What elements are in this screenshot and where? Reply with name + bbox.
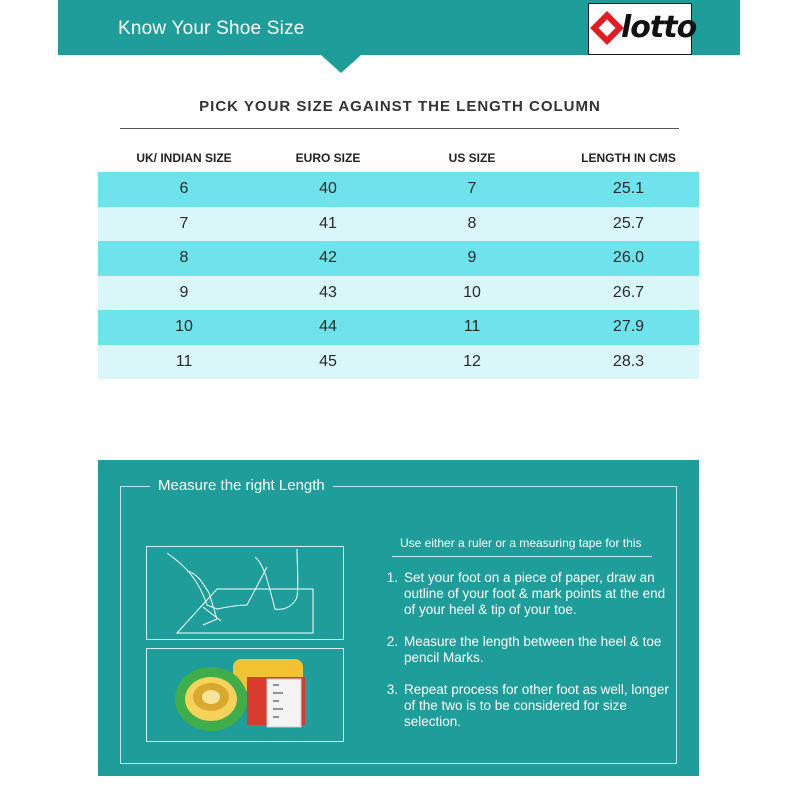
step-number: 3.	[386, 682, 398, 697]
measure-steps	[380, 570, 670, 746]
list-item	[380, 570, 670, 618]
cell-us: 8	[467, 214, 477, 232]
cell-us: 12	[463, 352, 481, 370]
table-row	[98, 207, 699, 242]
measure-panel	[98, 460, 699, 776]
cell-euro: 40	[319, 180, 337, 198]
table-header-row	[98, 144, 699, 172]
list-item	[380, 634, 670, 666]
cell-uk: 11	[175, 352, 193, 370]
table-row	[98, 345, 699, 380]
cell-length: 26.0	[612, 249, 645, 267]
header-us-size: US SIZE	[448, 151, 496, 165]
step-text: Repeat process for other foot as well, longer of the two is to be considered for size selection.	[404, 682, 669, 729]
size-chart-table	[98, 144, 699, 379]
step-number: 1.	[386, 570, 398, 585]
header-banner	[58, 0, 740, 55]
cell-length: 26.7	[612, 283, 645, 301]
lotto-diamond-icon	[590, 11, 624, 45]
intro-divider	[392, 556, 652, 557]
cell-length: 25.1	[612, 180, 645, 198]
header-euro-size: EURO SIZE	[295, 151, 361, 165]
measuring-tape-illustration	[146, 648, 344, 742]
cell-us: 10	[463, 283, 481, 301]
measure-intro: Use either a ruler or a measuring tape for this	[400, 536, 642, 550]
page-title: Know Your Shoe Size	[118, 18, 305, 39]
cell-uk: 8	[179, 249, 189, 267]
cell-length: 28.3	[612, 352, 645, 370]
cell-uk: 6	[179, 180, 189, 198]
table-row	[98, 241, 699, 276]
table-row	[98, 276, 699, 311]
cell-euro: 45	[319, 352, 337, 370]
cell-uk: 7	[179, 214, 189, 232]
step-number: 2.	[386, 634, 398, 649]
table-row	[98, 310, 699, 345]
cell-length: 27.9	[612, 318, 645, 336]
cell-euro: 43	[319, 283, 337, 301]
list-item	[380, 682, 670, 730]
cell-us: 11	[463, 318, 481, 336]
cell-uk: 9	[179, 283, 189, 301]
foot-outline-illustration	[146, 546, 344, 640]
header-length-cms: LENGTH IN CMS	[581, 151, 676, 165]
measuring-tape-icon	[147, 649, 343, 741]
cell-us: 9	[467, 249, 477, 267]
foot-tracing-icon	[147, 547, 343, 639]
lotto-logo	[588, 3, 697, 55]
table-row	[98, 172, 699, 207]
cell-us: 7	[467, 180, 477, 198]
cell-length: 25.7	[612, 214, 645, 232]
divider	[120, 128, 679, 129]
header-pointer	[321, 55, 361, 73]
size-instruction: PICK YOUR SIZE AGAINST THE LENGTH COLUMN	[199, 98, 601, 115]
cell-euro: 41	[319, 214, 337, 232]
header-uk-indian-size: UK/ INDIAN SIZE	[136, 151, 232, 165]
cell-euro: 42	[319, 249, 337, 267]
cell-euro: 44	[319, 318, 337, 336]
step-text: Measure the length between the heel & toe pencil Marks.	[404, 634, 662, 665]
measure-title: Measure the right Length	[150, 477, 333, 494]
cell-uk: 10	[175, 318, 193, 336]
logo-text: lotto	[621, 10, 697, 45]
step-text: Set your foot on a piece of paper, draw an outline of your foot & mark points at the end of your heel & tip of your toe.	[404, 570, 666, 617]
